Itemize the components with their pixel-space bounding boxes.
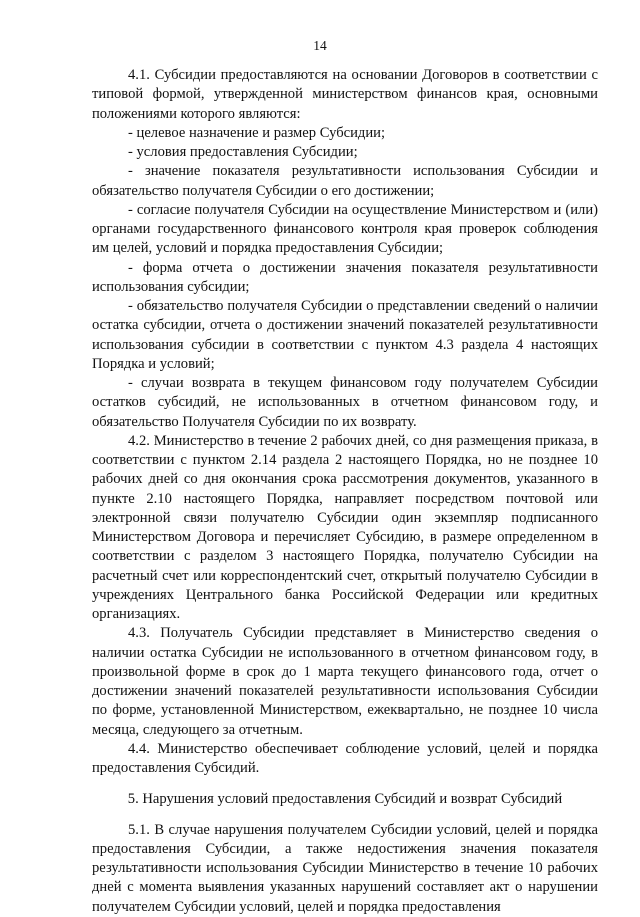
list-item: - случаи возврата в текущем финансовом году получателем Субсидии остатков субсидий, не использованных в отчетном финансовом году, и обязательство Получателя Субсидии по их возврату.: [92, 375, 598, 430]
list-item: - согласие получателя Субсидии на осуществление Министерством и (или) органами государственного финансового контроля края проверок соблюдения им целей, условий и порядка предоставления Субсидии;: [92, 201, 598, 257]
list-item: - обязательство получателя Субсидии о представлении сведений о наличии остатка субсидии, отчета о достижении значений показателей результативности использования субсидии в соответствии с пунктом 4.3 раздела 4 настоящих Порядка и условий;: [92, 298, 598, 372]
list-item: - целевое назначение и размер Субсидии;: [128, 124, 386, 141]
section-5-heading: 5. Нарушения условий предоставления Субсидий и возврат Субсидий: [127, 791, 563, 808]
paragraph-5-1: 5.1. В случае нарушения получателем Субсидии условий, целей и порядка предоставления Субсидии, а также недостижения значения показателя результативности использования Субсидии Министерство в течение 10 рабочих дней с момента выявления указанных нарушений составляет акт о нарушении получателем Субсидии условий, целей и порядка предоставления: [92, 821, 598, 915]
paragraph-4-2: 4.2. Министерство в течение 2 рабочих дней, со дня размещения приказа, в соответствии с пунктом 2.14 раздела 2 настоящего Порядка, но не позднее 10 рабочих дней со дня окончания срока рассмотрения документов, указанного в пункте 2.10 настоящего Порядка, направляет посредством почтовой или электронной связи получателю Субсидии один экземпляр подписанного Министерством Договора и перечисляет Субсидию, в размере определенном в соответствии с разделом 3 настоящего Порядка, получателю Субсидии на расчетный счет или корреспондентский счет, открытый получателю Субсидии в учреждениях Центрального банка Российской Федерации или кредитных организациях.: [92, 432, 598, 622]
page-number: 14: [313, 38, 327, 53]
document-body: [92, 66, 598, 917]
list-item: - условия предоставления Субсидии;: [128, 144, 358, 160]
list-item: - форма отчета о достижении значения показателя результативности использования субсидии;: [92, 259, 598, 295]
list-item: - значение показателя результативности использования Субсидии и обязательство получателя Субсидии о его достижении;: [92, 163, 598, 199]
paragraph-4-4: 4.4. Министерство обеспечивает соблюдение условий, целей и порядка предоставления Субсидий.: [92, 740, 598, 776]
paragraph-4-3: 4.3. Получатель Субсидии представляет в Министерство сведения о наличии остатка Субсидии не использованного в отчетном финансовом году, в произвольной форме в срок до 1 марта текущего финансового года, отчет о достижении значений показателей результативности использования Субсидии по форме, установленной Министерством, ежеквартально, не позднее 10 числа месяца, следующего за отчетным.: [92, 625, 598, 738]
paragraph-4-1: 4.1. Субсидии предоставляются на основании Договоров в соответствии с типовой формой, утвержденной министерством финансов края, основными положениями которого являются:: [92, 67, 598, 122]
